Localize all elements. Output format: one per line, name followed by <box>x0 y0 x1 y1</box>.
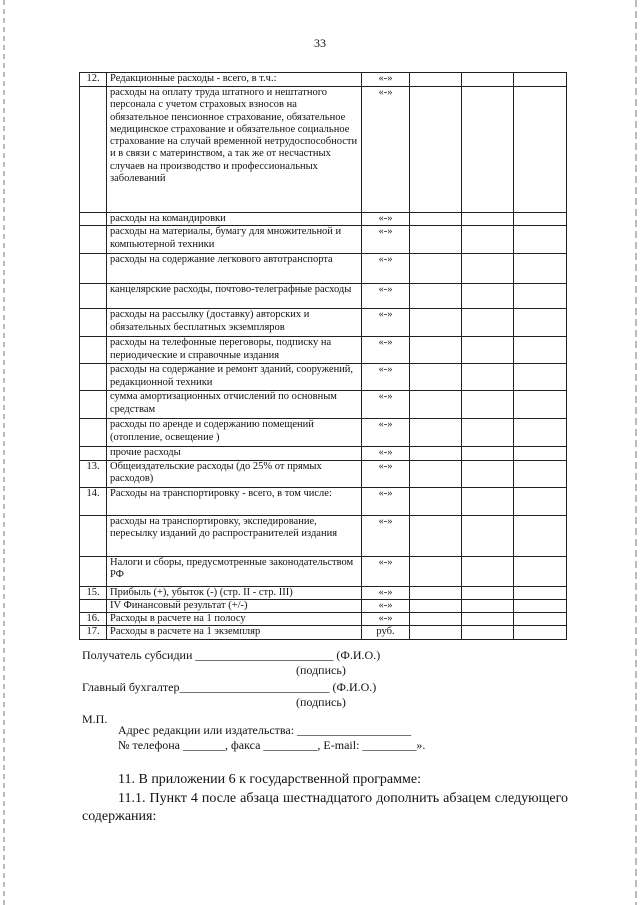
row-number <box>80 337 107 364</box>
row-unit: «-» <box>362 556 410 586</box>
row-number: 17. <box>80 626 107 640</box>
row-number <box>80 309 107 337</box>
row-value-3 <box>514 87 567 213</box>
table-row <box>80 586 567 599</box>
table-row <box>80 556 567 586</box>
table-row <box>80 515 567 556</box>
row-description: Налоги и сборы, предусмотренные законодательством РФ <box>107 556 362 586</box>
row-value-2 <box>462 487 514 515</box>
row-description: сумма амортизационных отчислений по основным средствам <box>107 391 362 419</box>
row-value-3 <box>514 599 567 612</box>
scan-edge-left <box>3 0 5 905</box>
row-number <box>80 213 107 226</box>
scan-edge-right <box>635 0 637 905</box>
row-unit: «-» <box>362 487 410 515</box>
row-value-3 <box>514 364 567 391</box>
row-value-2 <box>462 364 514 391</box>
row-value-3 <box>514 226 567 254</box>
row-value-2 <box>462 309 514 337</box>
row-description: канцелярские расходы, почтово-телеграфные расходы <box>107 284 362 309</box>
row-value-2 <box>462 284 514 309</box>
row-number <box>80 599 107 612</box>
row-description: расходы на оплату труда штатного и нештатного персонала с учетом страховых взносов на обязательное пенсионное страхование, обязательное медицинское страхование и обязательное социальное страхование на случай временной нетрудоспособности и в связи с материнством, а так же от несчастных случаев на производство и профессиональных заболеваний <box>107 87 362 213</box>
row-value-1 <box>410 254 462 284</box>
row-value-1 <box>410 515 462 556</box>
row-value-2 <box>462 213 514 226</box>
row-value-3 <box>514 391 567 419</box>
row-description: Редакционные расходы - всего, в т.ч.: <box>107 73 362 87</box>
row-value-1 <box>410 613 462 626</box>
row-value-3 <box>514 213 567 226</box>
row-number: 15. <box>80 586 107 599</box>
row-value-2 <box>462 515 514 556</box>
row-description: Прибыль (+), убыток (-) (стр. II - стр. III) <box>107 586 362 599</box>
table-row <box>80 213 567 226</box>
row-value-2 <box>462 460 514 487</box>
recipient-line: Получатель субсидии _______________________ (Ф.И.О.) <box>82 648 381 662</box>
table-row <box>80 73 567 87</box>
row-unit: «-» <box>362 599 410 612</box>
row-number <box>80 391 107 419</box>
row-description: расходы на телефонные переговоры, подписку на периодические и справочные издания <box>107 337 362 364</box>
row-value-1 <box>410 487 462 515</box>
row-value-2 <box>462 556 514 586</box>
row-value-3 <box>514 586 567 599</box>
row-value-1 <box>410 284 462 309</box>
row-number <box>80 364 107 391</box>
table-row <box>80 87 567 213</box>
table-row <box>80 226 567 254</box>
row-value-1 <box>410 626 462 640</box>
table-row <box>80 364 567 391</box>
stamp-label: М.П. <box>82 712 108 726</box>
row-value-2 <box>462 391 514 419</box>
row-unit: «-» <box>362 447 410 460</box>
paragraph-11: 11. В приложении 6 к государственной программе: <box>118 772 421 787</box>
table-row <box>80 460 567 487</box>
row-value-3 <box>514 515 567 556</box>
row-value-1 <box>410 460 462 487</box>
table-row <box>80 284 567 309</box>
contacts-line: № телефона _______, факса _________, E-mail: _________». <box>118 738 426 752</box>
row-value-1 <box>410 391 462 419</box>
row-number: 13. <box>80 460 107 487</box>
row-value-2 <box>462 599 514 612</box>
expense-table <box>79 72 567 640</box>
row-value-2 <box>462 254 514 284</box>
row-unit: «-» <box>362 337 410 364</box>
row-unit: «-» <box>362 364 410 391</box>
row-value-1 <box>410 213 462 226</box>
row-number <box>80 284 107 309</box>
row-unit: «-» <box>362 73 410 87</box>
table-row <box>80 447 567 460</box>
table-row <box>80 309 567 337</box>
row-description: расходы на содержание легкового автотранспорта <box>107 254 362 284</box>
row-value-3 <box>514 613 567 626</box>
row-unit: «-» <box>362 226 410 254</box>
row-unit: «-» <box>362 254 410 284</box>
row-value-2 <box>462 613 514 626</box>
row-unit: «-» <box>362 213 410 226</box>
table-row <box>80 419 567 447</box>
row-number <box>80 226 107 254</box>
row-value-1 <box>410 226 462 254</box>
row-value-1 <box>410 586 462 599</box>
row-number <box>80 254 107 284</box>
row-value-3 <box>514 447 567 460</box>
row-number <box>80 447 107 460</box>
address-line: Адрес редакции или издательства: ___________________ <box>118 723 412 737</box>
table-row <box>80 613 567 626</box>
row-description: Общеиздательские расходы (до 25% от прямых расходов) <box>107 460 362 487</box>
row-value-3 <box>514 626 567 640</box>
row-value-2 <box>462 626 514 640</box>
row-value-3 <box>514 419 567 447</box>
row-value-2 <box>462 447 514 460</box>
row-value-1 <box>410 87 462 213</box>
accountant-line: Главный бухгалтер_________________________ (Ф.И.О.) <box>82 680 377 694</box>
table-row <box>80 337 567 364</box>
row-value-3 <box>514 284 567 309</box>
row-description: IV Финансовый результат (+/-) <box>107 599 362 612</box>
row-value-3 <box>514 337 567 364</box>
row-number <box>80 556 107 586</box>
row-unit: «-» <box>362 284 410 309</box>
row-number <box>80 515 107 556</box>
row-value-3 <box>514 309 567 337</box>
row-unit: «-» <box>362 460 410 487</box>
signature-caption-2: (подпись) <box>296 695 346 709</box>
row-value-1 <box>410 556 462 586</box>
row-value-1 <box>410 337 462 364</box>
table-row <box>80 391 567 419</box>
row-value-2 <box>462 586 514 599</box>
row-description: расходы по аренде и содержанию помещений (отопление, освещение ) <box>107 419 362 447</box>
row-value-3 <box>514 556 567 586</box>
row-value-1 <box>410 599 462 612</box>
row-unit: «-» <box>362 586 410 599</box>
row-value-1 <box>410 364 462 391</box>
page-number: 33 <box>314 36 326 50</box>
row-number: 14. <box>80 487 107 515</box>
row-value-3 <box>514 73 567 87</box>
row-number: 16. <box>80 613 107 626</box>
row-value-1 <box>410 447 462 460</box>
row-value-2 <box>462 87 514 213</box>
signature-caption-1: (подпись) <box>296 663 346 677</box>
row-value-1 <box>410 419 462 447</box>
row-value-2 <box>462 226 514 254</box>
row-unit: «-» <box>362 309 410 337</box>
row-description: прочие расходы <box>107 447 362 460</box>
row-description: Расходы в расчете на 1 экземпляр <box>107 626 362 640</box>
row-value-1 <box>410 73 462 87</box>
row-value-1 <box>410 309 462 337</box>
row-value-3 <box>514 460 567 487</box>
row-unit: «-» <box>362 515 410 556</box>
row-description: расходы на материалы, бумагу для множительной и компьютерной техники <box>107 226 362 254</box>
row-description: расходы на командировки <box>107 213 362 226</box>
row-unit: «-» <box>362 613 410 626</box>
table-row <box>80 599 567 612</box>
row-unit: руб. <box>362 626 410 640</box>
row-unit: «-» <box>362 391 410 419</box>
row-value-3 <box>514 254 567 284</box>
row-description: Расходы на транспортировку - всего, в том числе: <box>107 487 362 515</box>
row-value-2 <box>462 337 514 364</box>
row-value-3 <box>514 487 567 515</box>
row-unit: «-» <box>362 419 410 447</box>
table-row <box>80 626 567 640</box>
row-number: 12. <box>80 73 107 87</box>
row-description: расходы на транспортировку, экспедирование, пересылку изданий до распространителей издания <box>107 515 362 556</box>
row-number <box>80 419 107 447</box>
row-unit: «-» <box>362 87 410 213</box>
paragraph-11-1: 11.1. Пункт 4 после абзаца шестнадцатого дополнить абзацем следующего содержания: <box>82 791 568 824</box>
table-row <box>80 487 567 515</box>
row-description: Расходы в расчете на 1 полосу <box>107 613 362 626</box>
row-description: расходы на содержание и ремонт зданий, сооружений, редакционной техники <box>107 364 362 391</box>
row-number <box>80 87 107 213</box>
table-row <box>80 254 567 284</box>
row-value-2 <box>462 419 514 447</box>
row-value-2 <box>462 73 514 87</box>
row-description: расходы на рассылку (доставку) авторских и обязательных бесплатных экземпляров <box>107 309 362 337</box>
